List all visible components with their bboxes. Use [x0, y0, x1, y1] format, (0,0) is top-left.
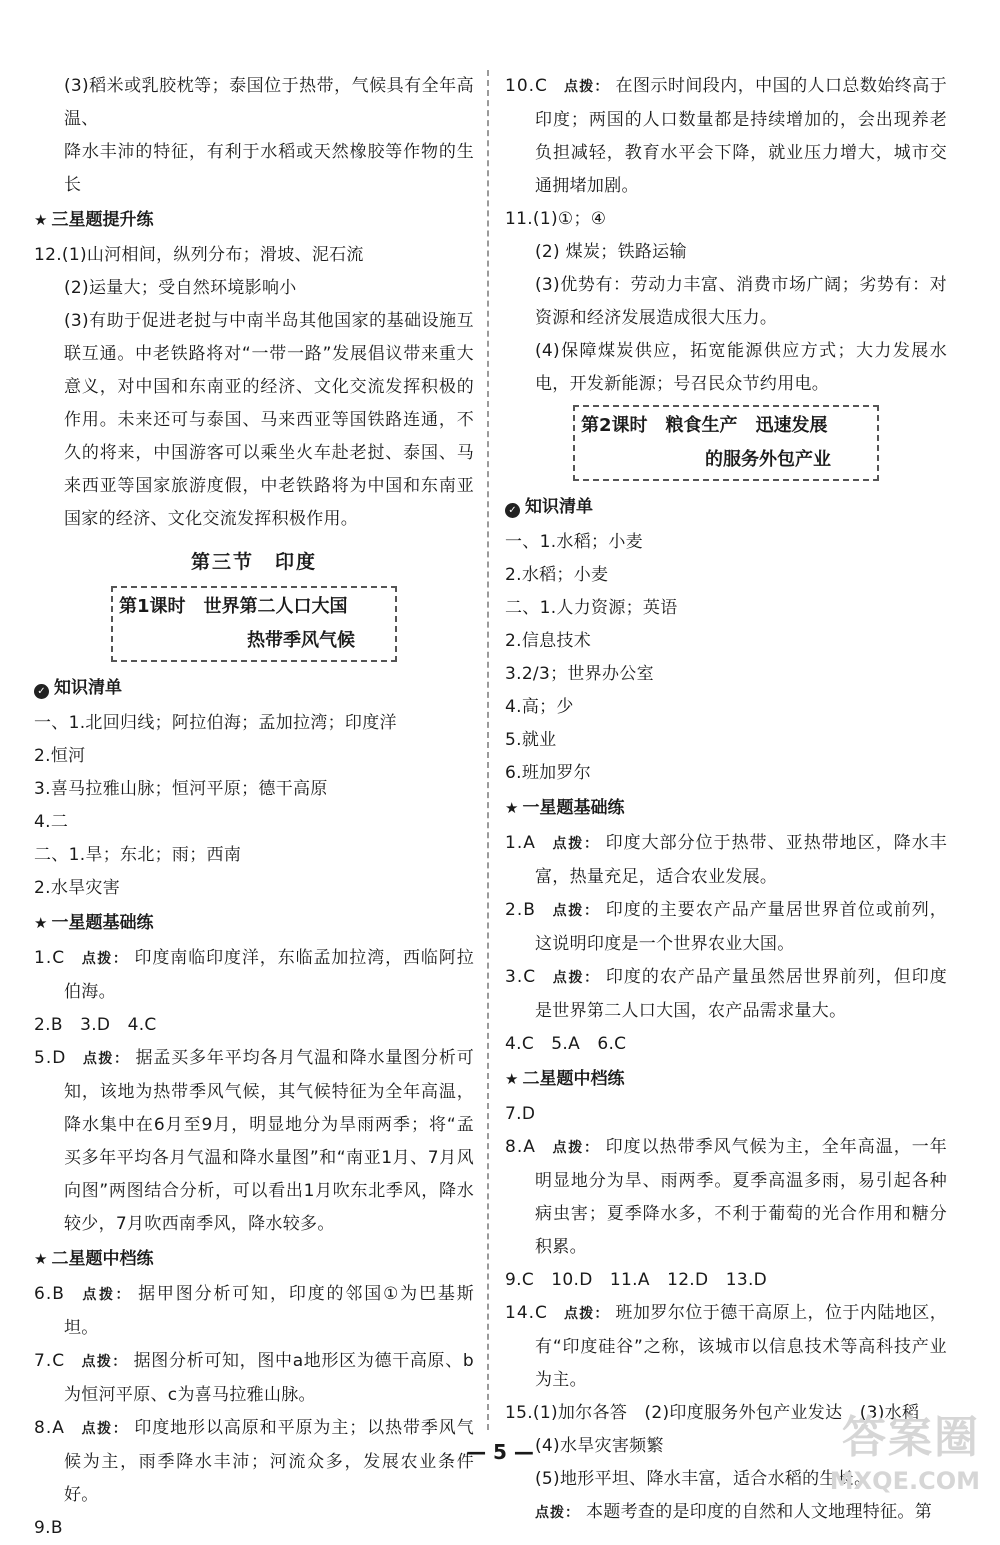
answer-line: 二、1.旱；东北；雨；西南: [34, 845, 242, 865]
answer-line: 15.(1)加尔各答 (2)印度服务外包产业发达 (3)水稻: [505, 1403, 920, 1423]
answer-line: 2.恒河: [34, 746, 86, 766]
answer-line: 3.2/3；世界办公室: [505, 664, 654, 684]
answer-item: 1.C 点拨： 印度南临印度洋，东临孟加拉湾，西临阿拉伯海。: [34, 948, 475, 1002]
answer-line: (2)运量大；受自然环境影响小: [64, 278, 297, 298]
subheading: ★ 二星题中档练: [505, 1069, 625, 1089]
column-divider: [487, 70, 489, 1430]
answer-line: 5.就业: [505, 730, 557, 750]
answer-item: 7.C 点拨： 据图分析可知，图中a地形区为德干高原、b为恒河平原、c为喜马拉雅山脉。: [34, 1351, 474, 1405]
star-icon: ★: [34, 1250, 48, 1268]
subheading: ★ 一星题基础练: [505, 798, 625, 818]
star-icon: ★: [34, 914, 48, 932]
watermark-logo: 答案圈 MXQE.COM: [829, 1412, 980, 1495]
answer-line: 2.水稻；小麦: [505, 565, 609, 585]
answer-line: 12.(1)山河相间，纵列分布；滑坡、泥石流: [34, 245, 364, 265]
answer-paragraph: (3)优势有：劳动力丰富、消费市场广阔；劣势有：对资源和经济发展造成很大压力。: [535, 275, 947, 328]
answer-line: 4.高；少: [505, 697, 574, 717]
answer-item: 3.C 点拨： 印度的农产品产量虽然居世界前列，但印度是世界第二人口大国，农产品需求量大。: [505, 967, 947, 1021]
answer-line: 二、1.人力资源；英语: [505, 598, 678, 618]
lesson-subtitle: 热带季风气候: [247, 630, 355, 651]
answer-line: 4.二: [34, 812, 69, 832]
answer-line: 3.喜马拉雅山脉；恒河平原；德干高原: [34, 779, 328, 799]
answer-line: 6.班加罗尔: [505, 763, 592, 783]
star-icon: ★: [505, 1070, 519, 1088]
page-number: — 5 —: [466, 1440, 534, 1464]
answer-line: (4)水旱灾害频繁: [535, 1436, 664, 1456]
answer-item: 14.C 点拨： 班加罗尔位于德干高原上，位于内陆地区，有“印度硅谷”之称，该城市以信息技术等高科技产业为主。: [505, 1303, 948, 1390]
answer-item: 2.B 点拨： 印度的主要农产品产量居世界首位或前列，这说明印度是一个世界农业大国。: [505, 900, 948, 954]
subheading: ✓ 知识清单: [34, 672, 474, 705]
answer-line: 2.信息技术: [505, 631, 592, 651]
answer-line: 2.水旱灾害: [34, 878, 121, 898]
answer-line: 4.C 5.A 6.C: [505, 1034, 627, 1054]
lesson-subtitle: 的服务外包产业: [705, 449, 831, 470]
answer-line: 9.C 10.D 11.A 12.D 13.D: [505, 1270, 768, 1290]
text-line: 降水丰沛的特征，有利于水稻或天然橡胶等作物的生长: [64, 142, 474, 195]
right-column: [505, 70, 947, 1530]
answer-paragraph: (4)保障煤炭供应，拓宽能源供应方式；大力发展水电，开发新能源；号召民众节约用电。: [535, 341, 947, 394]
answer-line: 点拨： 本题考查的是印度的自然和人文地理特征。第: [535, 1502, 932, 1522]
answer-item: 8.A 点拨： 印度以热带季风气候为主，全年高温，一年明显地分为旱、雨两季。夏季高温多雨，易引起各种病虫害；夏季降水多，不利于葡萄的光合作用和糖分积累。: [505, 1137, 948, 1257]
checklist-icon: ✓: [505, 503, 520, 518]
star-icon: ★: [505, 799, 519, 817]
text-line: (3)稻米或乳胶枕等；泰国位于热带，气候具有全年高温、: [64, 76, 474, 129]
answer-line: 9.B: [34, 1518, 63, 1538]
left-column: [34, 70, 474, 1545]
answer-item: 10.C 点拨： 在图示时间段内，中国的人口总数始终高于印度；两国的人口数量都是持续增加的，会出现养老负担减轻，教育水平会下降，就业压力增大，城市交通拥堵加剧。: [505, 76, 948, 196]
subheading: ★ 三星题提升练: [34, 210, 154, 230]
answer-item: 1.A 点拨： 印度大部分位于热带、亚热带地区，降水丰富，热量充足，适合农业发展。: [505, 833, 948, 887]
lesson-title: 第1课时 世界第二人口大国: [119, 596, 348, 617]
answer-line: 11.(1)①；④: [505, 209, 607, 229]
lesson-title-box: [111, 586, 397, 662]
answer-line: (5)地形平坦、降水丰富，适合水稻的生长。: [535, 1469, 872, 1489]
answer-item: 6.B 点拨： 据甲图分析可知，印度的邻国①为巴基斯坦。: [34, 1284, 475, 1338]
answer-line: 一、1.北回归线；阿拉伯海；孟加拉湾；印度洋: [34, 713, 397, 733]
checklist-icon: ✓: [34, 684, 49, 699]
answer-paragraph: (3)有助于促进老挝与中南半岛其他国家的基础设施互联互通。中老铁路将对“一带一路”发展倡议带来重大意义，对中国和东南亚的经济、文化交流发挥积极的作用。未来还可与泰国、马来西亚等国铁路连通，不久的将来，中国游客可以乘坐火车赴老挝、泰国、马来西亚等国家旅游度假，中老铁路将为中国和东南亚国家的经济、文化交流发挥积极作用。: [64, 311, 474, 529]
answer-line: 7.D: [505, 1104, 536, 1124]
subheading: ★ 二星题中档练: [34, 1249, 154, 1269]
lesson-title: 第2课时 粮食生产 迅速发展: [581, 415, 828, 436]
subheading: ★ 一星题基础练: [34, 913, 154, 933]
subheading: ✓ 知识清单: [505, 491, 947, 524]
star-icon: ★: [34, 211, 48, 229]
answer-item: 5.D 点拨： 据孟买多年平均各月气温和降水量图分析可知，该地为热带季风气候，其气候特征为全年高温，降水集中在6月至9月，明显地分为旱雨两季；将“孟买多年平均各月气温和降水量图”和“南亚1月、7月风向图”两图结合分析，可以看出1月吹东北季风，降水较少，7月吹西南季风，降水较多。: [34, 1048, 475, 1234]
answer-line: (2) 煤炭；铁路运输: [535, 242, 687, 262]
answer-line: 一、1.水稻；小麦: [505, 532, 643, 552]
answer-line: 2.B 3.D 4.C: [34, 1015, 157, 1035]
lesson-title-box: [573, 405, 879, 481]
section-title: 第三节 印度: [190, 551, 317, 573]
answer-item: 8.A 点拨： 印度地形以高原和平原为主；以热带季风气候为主，雨季降水丰沛；河流众多，发展农业条件好。: [34, 1418, 475, 1505]
